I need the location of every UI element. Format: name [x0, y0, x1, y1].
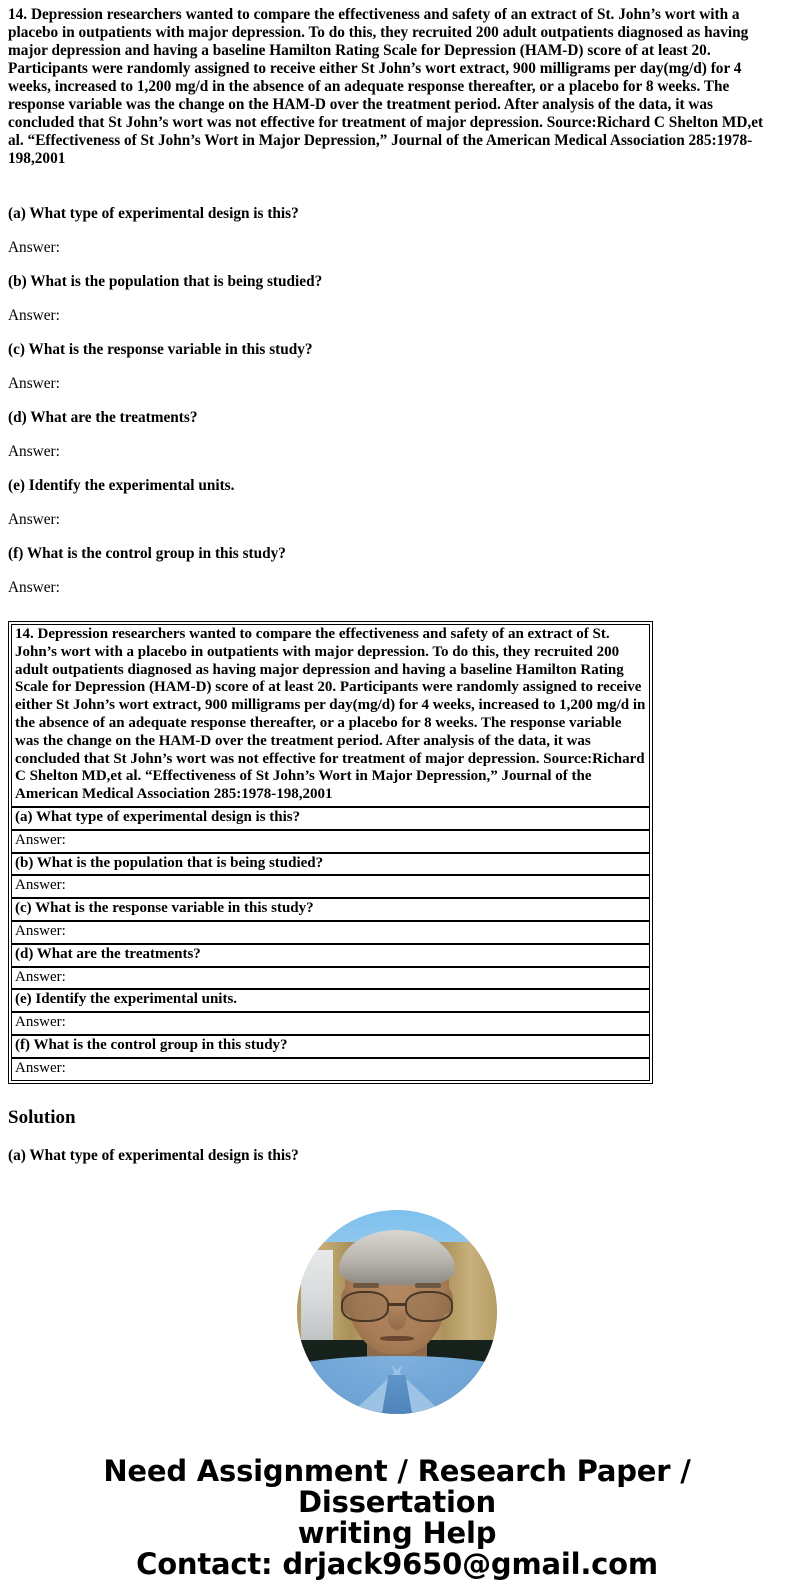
answer-f: Answer: — [8, 579, 60, 596]
table-cell-answer-b[interactable]: Answer: — [11, 875, 650, 898]
spacer — [8, 495, 786, 511]
avatar-eyebrow-right — [415, 1283, 441, 1288]
table-cell-question-f: (f) What is the control group in this study? — [11, 1035, 650, 1058]
table-row — [11, 1058, 650, 1081]
promo-footer — [0, 1453, 794, 1581]
table-cell-answer-f[interactable]: Answer: — [11, 1058, 650, 1081]
table-row — [11, 967, 650, 990]
avatar-lens-right — [405, 1291, 453, 1322]
solution-question-a: (a) What type of experimental design is this? — [8, 1146, 299, 1164]
table-cell-question-d: (d) What are the treatments? — [11, 944, 650, 967]
question-c: (c) What is the response variable in this study? — [8, 341, 313, 358]
spacer — [8, 529, 786, 545]
spacer — [8, 257, 786, 273]
answer-c: Answer: — [8, 375, 60, 392]
spacer — [8, 393, 786, 409]
table-row — [11, 944, 650, 967]
avatar-lens-left — [341, 1291, 389, 1322]
table-row — [11, 921, 650, 944]
avatar — [297, 1210, 497, 1414]
spacer — [8, 461, 786, 477]
table-row — [11, 898, 650, 921]
table-cell-narrative: 14. Depression researchers wanted to compare the effectiveness and safety of an extract of St. John’s wort with a placebo in outpatients with major depression. To do this, they recruited 200 adult outpatients diagnosed as having major depression and having a baseline Hamilton Rating Scale for Depression (HAM-D) score of at least 20. Participants were randomly assigned to receive either St John’s wort extract, 900 milligrams per day(mg/d) for 4 weeks, increased to 1,200 mg/d in the absence of an adequate response thereafter, or a placebo for 8 weeks. The response variable was the change on the HAM-D over the treatment period. After analysis of the data, it was concluded that St John’s wort was not effective for treatment of major depression. Source:Richard C Shelton MD,et al. “Effectiveness of St John’s Wort in Major Depression,” Journal of the American Medical Association 285:1978-198,2001 — [11, 624, 650, 807]
spacer — [8, 291, 786, 307]
spacer — [8, 325, 786, 341]
spacer — [8, 189, 786, 205]
answer-e: Answer: — [8, 511, 60, 528]
spacer — [8, 427, 786, 443]
question-d: (d) What are the treatments? — [8, 409, 198, 426]
spacer — [8, 359, 786, 375]
promo-line-2: writing Help — [297, 1515, 497, 1550]
question-e: (e) Identify the experimental units. — [8, 477, 235, 494]
table-cell-answer-d[interactable]: Answer: — [11, 967, 650, 990]
table-cell-answer-c[interactable]: Answer: — [11, 921, 650, 944]
avatar-eyebrow-left — [353, 1283, 379, 1288]
answer-a: Answer: — [8, 239, 60, 256]
table-row — [11, 807, 650, 830]
avatar-mouth — [380, 1336, 414, 1341]
table-row — [11, 1012, 650, 1035]
table-cell-answer-e[interactable]: Answer: — [11, 1012, 650, 1035]
table-row — [11, 853, 650, 876]
avatar-container — [0, 1210, 794, 1414]
solution-heading: Solution — [8, 1106, 76, 1128]
question-answer-list — [8, 189, 786, 597]
promo-contact: Contact: drjack9650@gmail.com — [136, 1546, 658, 1581]
table-cell-question-e: (e) Identify the experimental units. — [11, 989, 650, 1012]
answer-d: Answer: — [8, 443, 60, 460]
worksheet-table — [11, 624, 650, 1081]
question-b: (b) What is the population that is being studied? — [8, 273, 323, 290]
table-row — [11, 989, 650, 1012]
intro-paragraph: 14. Depression researchers wanted to compare the effectiveness and safety of an extract of St. John’s wort with a placebo in outpatients with major depression. To do this, they recruited 200 adult outpatients diagnosed as having major depression and having a baseline Hamilton Rating Scale for Depression (HAM-D) score of at least 20. Participants were randomly assigned to receive either St John’s wort extract, 900 milligrams per day(mg/d) for 4 weeks, increased to 1,200 mg/d in the absence of an adequate response thereafter, or a placebo for 8 weeks. The response variable was the change on the HAM-D over the treatment period. After analysis of the data, it was concluded that St John’s wort was not effective for treatment of major depression. Source:Richard C Shelton MD,et al. “Effectiveness of St John’s Wort in Major Depression,” Journal of the American Medical Association 285:1978-198,2001 — [8, 6, 764, 167]
avatar-background-panel — [301, 1250, 333, 1340]
promo-line-1: Need Assignment / Research Paper / Dissertation — [103, 1453, 691, 1519]
question-f: (f) What is the control group in this study? — [8, 545, 286, 562]
table-row — [11, 624, 650, 807]
table-row — [11, 875, 650, 898]
worksheet-table-frame — [8, 621, 653, 1084]
spacer — [8, 223, 786, 239]
table-cell-question-c: (c) What is the response variable in this study? — [11, 898, 650, 921]
table-row — [11, 830, 650, 853]
table-cell-question-a: (a) What type of experimental design is this? — [11, 807, 650, 830]
table-cell-answer-a[interactable]: Answer: — [11, 830, 650, 853]
avatar-glasses-bridge — [389, 1303, 405, 1306]
question-a: (a) What type of experimental design is this? — [8, 205, 299, 222]
answer-b: Answer: — [8, 307, 60, 324]
table-cell-question-b: (b) What is the population that is being studied? — [11, 853, 650, 876]
spacer — [8, 563, 786, 579]
table-row — [11, 1035, 650, 1058]
